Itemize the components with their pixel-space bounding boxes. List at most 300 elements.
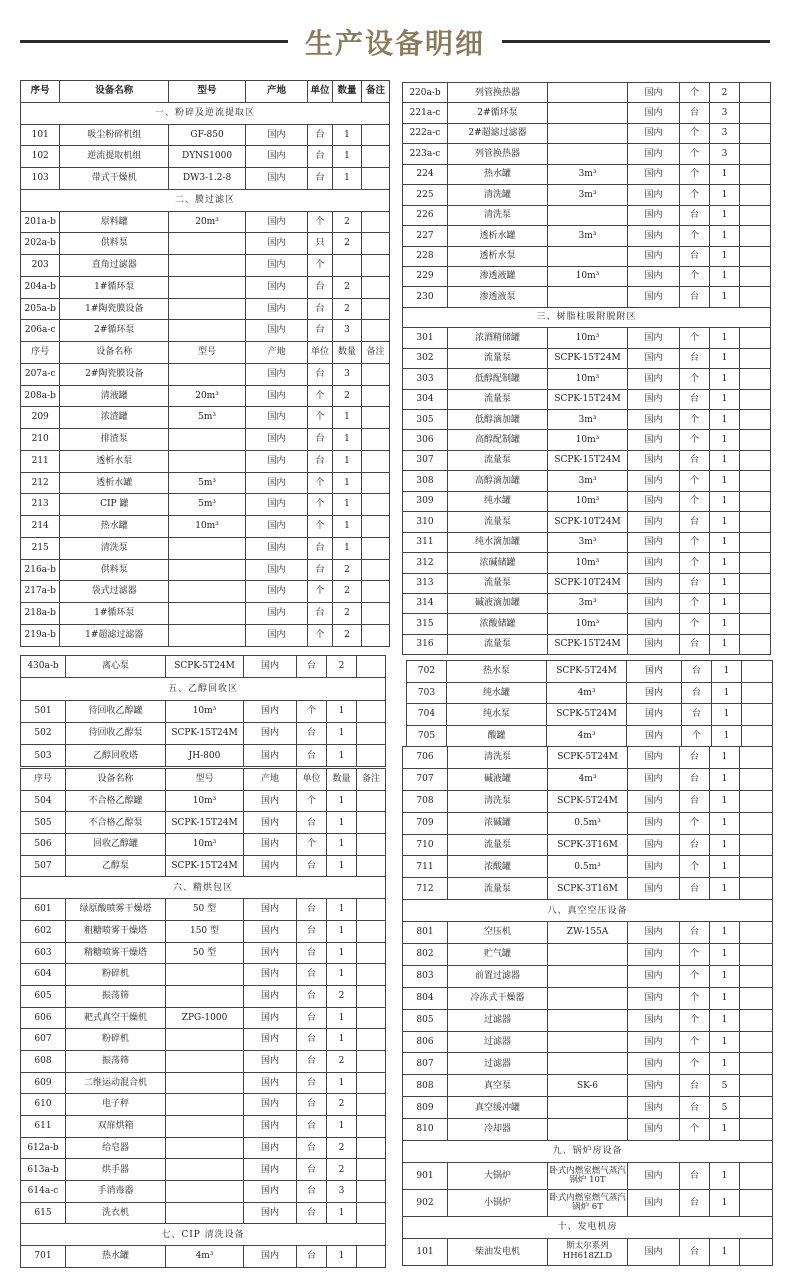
- origin-cell: 国内: [245, 298, 307, 320]
- table-row: [403, 1189, 773, 1216]
- remark-cell: [361, 146, 389, 168]
- unit-cell: 个: [680, 1009, 710, 1031]
- remark-cell: [740, 1162, 773, 1189]
- qty-cell: 1: [332, 494, 361, 516]
- remark-cell: [361, 581, 389, 603]
- name-cell: 清液罐: [60, 385, 169, 407]
- origin-cell: 国内: [628, 123, 680, 143]
- origin-cell: 国内: [628, 512, 680, 532]
- table-row: [403, 205, 771, 225]
- remark-cell: 备注: [357, 769, 386, 791]
- unit-cell: 台: [680, 878, 710, 900]
- qty-cell: 1: [710, 593, 740, 613]
- qty-cell: 1: [710, 430, 740, 450]
- seq-cell: 707: [403, 768, 448, 790]
- qty-cell: 1: [327, 1029, 357, 1051]
- name-cell: 回收乙醇罐: [66, 834, 166, 856]
- name-cell: 过滤器: [448, 1031, 548, 1053]
- unit-cell: 台: [308, 320, 333, 342]
- remark-cell: [361, 603, 389, 625]
- model-cell: 10m³: [548, 491, 628, 511]
- origin-cell: 国内: [244, 1050, 297, 1072]
- remark-cell: [357, 942, 386, 964]
- origin-cell: 国内: [628, 878, 680, 900]
- qty-cell: 1: [710, 532, 740, 552]
- remark-cell: [357, 1181, 386, 1203]
- name-cell: 不合格乙醇罐: [66, 790, 166, 812]
- origin-cell: 国内: [628, 1162, 680, 1189]
- unit-cell: 台: [297, 855, 327, 877]
- remark-cell: [740, 1119, 773, 1141]
- table-row: [21, 429, 390, 451]
- qty-cell: 1: [710, 287, 740, 307]
- name-cell: 前置过滤器: [448, 965, 548, 987]
- qty-cell: 1: [712, 661, 742, 683]
- model-cell: SCPK-15T24M: [548, 450, 628, 470]
- table-row: [21, 146, 390, 168]
- origin-cell: 国内: [245, 429, 307, 451]
- remark-cell: [361, 385, 389, 407]
- model-cell: [548, 1031, 628, 1053]
- name-cell: 透析水泵: [448, 246, 548, 266]
- name-cell: 列管换热器: [448, 144, 548, 164]
- origin-cell: 国内: [244, 1202, 297, 1224]
- model-cell: [548, 965, 628, 987]
- seq-cell: 221a-c: [403, 103, 448, 123]
- table-row: [403, 491, 771, 511]
- origin-cell: 国内: [244, 1137, 297, 1159]
- remark-cell: [361, 320, 389, 342]
- table-row: [21, 407, 390, 429]
- remark-cell: [740, 348, 771, 368]
- origin-cell: 国内: [627, 682, 682, 704]
- name-cell: 透析水罐: [448, 226, 548, 246]
- seq-cell: 706: [403, 747, 448, 769]
- qty-cell: 1: [332, 450, 361, 472]
- origin-cell: 国内: [628, 768, 680, 790]
- name-cell: 待回收乙醇罐: [66, 700, 166, 722]
- origin-cell: 国内: [244, 855, 297, 877]
- qty-cell: 2: [327, 1137, 357, 1159]
- origin-cell: 国内: [244, 790, 297, 812]
- unit-cell: 单位: [297, 769, 327, 791]
- seq-cell: 303: [403, 369, 448, 389]
- model-cell: ZW-155A: [548, 922, 628, 944]
- remark-cell: [740, 369, 771, 389]
- origin-cell: 国内: [244, 812, 297, 834]
- origin-cell: 国内: [627, 661, 682, 683]
- model-cell: 10m³: [166, 834, 244, 856]
- qty-cell: 1: [327, 964, 357, 986]
- seq-cell: 604: [21, 964, 66, 986]
- origin-cell: 国内: [245, 494, 307, 516]
- origin-cell: 国内: [628, 922, 680, 944]
- seq-cell: 229: [403, 266, 448, 286]
- remark-cell: [740, 573, 771, 593]
- qty-cell: 1: [712, 682, 742, 704]
- seq-cell: 216a-b: [21, 559, 60, 581]
- model-cell: 10m³: [166, 790, 244, 812]
- name-cell: 纯水滴加罐: [448, 532, 548, 552]
- seq-cell: 205a-b: [21, 298, 60, 320]
- origin-cell: 国内: [628, 987, 680, 1009]
- model-cell: 10m³: [548, 266, 628, 286]
- equipment-table-right-1: [402, 82, 771, 655]
- seq-cell: 709: [403, 812, 448, 834]
- model-cell: SCPK-5T24M: [547, 704, 627, 726]
- qty-cell: 1: [332, 124, 361, 146]
- model-cell: 3m³: [548, 226, 628, 246]
- seq-cell: 314: [403, 593, 448, 613]
- table-row: [21, 700, 386, 722]
- model-cell: [166, 1137, 244, 1159]
- table-row: [21, 1116, 386, 1138]
- qty-cell: 1: [710, 834, 740, 856]
- qty-cell: 1: [710, 410, 740, 430]
- name-cell: 流量泵: [448, 634, 548, 654]
- seq-cell: 序号: [21, 342, 60, 364]
- qty-cell: 1: [332, 472, 361, 494]
- unit-cell: 台: [308, 363, 333, 385]
- qty-cell: 2: [710, 83, 740, 103]
- origin-cell: 国内: [628, 348, 680, 368]
- name-cell: 热水罐: [66, 1246, 166, 1268]
- qty-cell: 1: [710, 1031, 740, 1053]
- page-title-text: 生产设备明细: [299, 27, 491, 60]
- seq-cell: 610: [21, 1094, 66, 1116]
- unit-cell: 个: [680, 812, 710, 834]
- qty-cell: 1: [710, 747, 740, 769]
- table-row: [21, 320, 390, 342]
- remark-cell: [361, 472, 389, 494]
- name-cell: 供料泵: [60, 233, 169, 255]
- model-cell: 0.5m³: [548, 856, 628, 878]
- qty-cell: 1: [327, 920, 357, 942]
- qty-cell: 1: [710, 266, 740, 286]
- origin-cell: 国内: [628, 164, 680, 184]
- remark-cell: [361, 255, 389, 277]
- unit-cell: 台: [680, 634, 710, 654]
- name-cell: 1#循环泵: [60, 276, 169, 298]
- origin-cell: 国内: [244, 700, 297, 722]
- name-cell: 流量泵: [448, 834, 548, 856]
- remark-cell: [357, 1202, 386, 1224]
- unit-cell: 台: [680, 834, 710, 856]
- origin-cell: 国内: [628, 1009, 680, 1031]
- unit-cell: 台: [308, 124, 333, 146]
- remark-cell: [740, 430, 771, 450]
- seq-cell: 611: [21, 1116, 66, 1138]
- qty-cell: 1: [327, 1202, 357, 1224]
- table-row: [403, 389, 771, 409]
- seq-cell: 225: [403, 185, 448, 205]
- model-cell: [169, 450, 246, 472]
- origin-cell: 国内: [628, 965, 680, 987]
- name-cell: 设备名称: [60, 81, 169, 103]
- remark-cell: [742, 725, 773, 747]
- table-row: [403, 83, 771, 103]
- seq-cell: 802: [403, 944, 448, 966]
- seq-cell: 201a-b: [21, 211, 60, 233]
- model-cell: [169, 298, 246, 320]
- section-row: [403, 900, 773, 922]
- unit-cell: 台: [680, 389, 710, 409]
- name-cell: 1#陶瓷膜设备: [60, 298, 169, 320]
- model-cell: 10m³: [548, 553, 628, 573]
- remark-cell: [740, 812, 773, 834]
- table-row: [21, 494, 390, 516]
- table-row: [403, 944, 773, 966]
- qty-cell: 1: [327, 700, 357, 722]
- unit-cell: 个: [308, 516, 333, 538]
- qty-cell: 1: [332, 168, 361, 190]
- unit-cell: 台: [680, 747, 710, 769]
- origin-cell: 国内: [244, 942, 297, 964]
- table-row: [403, 573, 771, 593]
- name-cell: 真空泵: [448, 1075, 548, 1097]
- page-header: [0, 22, 790, 62]
- remark-cell: [740, 410, 771, 430]
- qty-cell: 1: [327, 812, 357, 834]
- table-row: [21, 385, 390, 407]
- seq-cell: 308: [403, 471, 448, 491]
- model-cell: SCPK-15T24M: [166, 855, 244, 877]
- qty-cell: 1: [710, 812, 740, 834]
- name-cell: 纯水罐: [447, 682, 547, 704]
- origin-cell: 国内: [244, 745, 297, 767]
- qty-cell: 1: [710, 614, 740, 634]
- unit-cell: 单位: [308, 342, 333, 364]
- origin-cell: 国内: [628, 614, 680, 634]
- name-cell: 电子秤: [66, 1094, 166, 1116]
- qty-cell: 1: [710, 450, 740, 470]
- origin-cell: 国内: [628, 328, 680, 348]
- unit-cell: 个: [680, 226, 710, 246]
- unit-cell: 台: [297, 942, 327, 964]
- unit-cell: 台: [680, 1097, 710, 1119]
- unit-cell: 台: [297, 1202, 327, 1224]
- model-cell: [169, 559, 246, 581]
- seq-cell: 227: [403, 226, 448, 246]
- unit-cell: 个: [680, 266, 710, 286]
- model-cell: [169, 537, 246, 559]
- seq-cell: 705: [407, 725, 447, 747]
- model-cell: [548, 1009, 628, 1031]
- seq-cell: 613a-b: [21, 1159, 66, 1181]
- model-cell: 4m³: [166, 1246, 244, 1268]
- model-cell: [166, 985, 244, 1007]
- model-cell: [548, 1119, 628, 1141]
- remark-cell: [361, 211, 389, 233]
- seq-cell: 601: [21, 899, 66, 921]
- remark-cell: [740, 123, 771, 143]
- model-cell: [548, 83, 628, 103]
- model-cell: 5m³: [169, 472, 246, 494]
- seq-cell: 806: [403, 1031, 448, 1053]
- origin-cell: 国内: [628, 1097, 680, 1119]
- qty-cell: 1: [327, 722, 357, 744]
- name-cell: 2#循环泵: [60, 320, 169, 342]
- model-cell: [169, 233, 246, 255]
- remark-cell: [740, 287, 771, 307]
- table-row: [21, 168, 390, 190]
- qty-cell: 1: [710, 768, 740, 790]
- model-cell: [166, 1094, 244, 1116]
- table-row: [403, 471, 771, 491]
- name-cell: 过滤器: [448, 1053, 548, 1075]
- origin-cell: 国内: [245, 276, 307, 298]
- model-cell: [166, 1072, 244, 1094]
- name-cell: 热水泵: [447, 661, 547, 683]
- unit-cell: 台: [297, 964, 327, 986]
- unit-cell: 台: [680, 1238, 710, 1265]
- seq-cell: 224: [403, 164, 448, 184]
- qty-cell: 1: [710, 1238, 740, 1265]
- seq-cell: 808: [403, 1075, 448, 1097]
- unit-cell: 台: [680, 287, 710, 307]
- origin-cell: 国内: [628, 144, 680, 164]
- remark-cell: [740, 512, 771, 532]
- seq-cell: 222a-c: [403, 123, 448, 143]
- qty-cell: 1: [710, 164, 740, 184]
- origin-cell: 国内: [628, 103, 680, 123]
- model-cell: 5m³: [169, 407, 246, 429]
- qty-cell: 1: [327, 745, 357, 767]
- name-cell: 1#超滤过滤器: [60, 624, 169, 646]
- table-row: [21, 450, 390, 472]
- seq-cell: 306: [403, 430, 448, 450]
- name-cell: 浓酸储罐: [448, 614, 548, 634]
- unit-cell: 个: [680, 944, 710, 966]
- unit-cell: 台: [680, 573, 710, 593]
- origin-cell: 国内: [628, 790, 680, 812]
- table-row: [21, 211, 390, 233]
- table-row: [403, 450, 771, 470]
- origin-cell: 国内: [245, 407, 307, 429]
- seq-cell: 305: [403, 410, 448, 430]
- remark-cell: [740, 103, 771, 123]
- seq-cell: 204a-b: [21, 276, 60, 298]
- model-cell: 3m³: [548, 532, 628, 552]
- name-cell: 逆流提取机组: [60, 146, 169, 168]
- name-cell: 袋式过滤器: [60, 581, 169, 603]
- name-cell: 清洗泵: [448, 205, 548, 225]
- seq-cell: 序号: [21, 769, 66, 791]
- origin-cell: 国内: [628, 1075, 680, 1097]
- unit-cell: 台: [308, 298, 333, 320]
- unit-cell: 台: [680, 348, 710, 368]
- section-row: [21, 1224, 386, 1246]
- unit-cell: 个: [680, 1031, 710, 1053]
- origin-cell: 国内: [628, 389, 680, 409]
- model-cell: 50 型: [166, 942, 244, 964]
- origin-cell: 国内: [244, 656, 297, 678]
- origin-cell: 国内: [628, 1119, 680, 1141]
- qty-cell: 1: [710, 1119, 740, 1141]
- table-row: [21, 964, 386, 986]
- name-cell: 贮气罐: [448, 944, 548, 966]
- remark-cell: [357, 1094, 386, 1116]
- remark-cell: [740, 1189, 773, 1216]
- remark-cell: [740, 83, 771, 103]
- model-cell: 型号: [169, 342, 246, 364]
- qty-cell: 1: [710, 246, 740, 266]
- qty-cell: 1: [710, 965, 740, 987]
- model-cell: [166, 1159, 244, 1181]
- remark-cell: 备注: [361, 81, 389, 103]
- model-cell: SCPK-5T24M: [166, 656, 244, 678]
- seq-cell: 311: [403, 532, 448, 552]
- name-cell: 空压机: [448, 922, 548, 944]
- seq-cell: 804: [403, 987, 448, 1009]
- model-cell: [169, 320, 246, 342]
- unit-cell: 个: [308, 472, 333, 494]
- unit-cell: 台: [682, 661, 712, 683]
- seq-cell: 307: [403, 450, 448, 470]
- seq-cell: 902: [403, 1189, 448, 1216]
- unit-cell: 个: [680, 491, 710, 511]
- unit-cell: 台: [682, 704, 712, 726]
- origin-cell: 国内: [628, 450, 680, 470]
- name-cell: 流量泵: [448, 348, 548, 368]
- seq-cell: 608: [21, 1050, 66, 1072]
- qty-cell: 1: [710, 512, 740, 532]
- unit-cell: 个: [680, 1053, 710, 1075]
- name-cell: 粉碎机: [66, 1029, 166, 1051]
- remark-cell: [740, 185, 771, 205]
- name-cell: 设备名称: [60, 342, 169, 364]
- qty-cell: 1: [710, 856, 740, 878]
- origin-cell: 国内: [628, 185, 680, 205]
- origin-cell: 国内: [628, 1031, 680, 1053]
- table-row: [403, 878, 773, 900]
- origin-cell: 国内: [244, 985, 297, 1007]
- seq-cell: 211: [21, 450, 60, 472]
- table-row: [407, 682, 773, 704]
- table-row: [403, 144, 771, 164]
- section-row: [21, 877, 386, 899]
- qty-cell: 数量: [327, 769, 357, 791]
- table-row: [403, 1031, 773, 1053]
- origin-cell: 国内: [628, 205, 680, 225]
- unit-cell: 个: [680, 164, 710, 184]
- unit-cell: 台: [308, 276, 333, 298]
- qty-cell: 1: [327, 942, 357, 964]
- origin-cell: 国内: [244, 899, 297, 921]
- table-row: [21, 834, 386, 856]
- name-cell: 清洗罐: [448, 185, 548, 205]
- section-title: 十、发电机房: [403, 1216, 773, 1238]
- model-cell: 4m³: [547, 725, 627, 747]
- unit-cell: 台: [308, 537, 333, 559]
- model-cell: 10m³: [548, 430, 628, 450]
- table-row: [407, 704, 773, 726]
- seq-cell: 309: [403, 491, 448, 511]
- model-cell: 3m³: [548, 185, 628, 205]
- remark-cell: [357, 834, 386, 856]
- qty-cell: 1: [332, 429, 361, 451]
- qty-cell: 1: [710, 205, 740, 225]
- name-cell: 浓酸罐: [448, 856, 548, 878]
- remark-cell: [357, 1137, 386, 1159]
- qty-cell: 1: [710, 389, 740, 409]
- remark-cell: [740, 205, 771, 225]
- model-cell: SCPK-15T24M: [548, 634, 628, 654]
- unit-cell: 个: [680, 614, 710, 634]
- unit-cell: 个: [680, 410, 710, 430]
- origin-cell: 国内: [628, 1238, 680, 1265]
- name-cell: 流量泵: [448, 573, 548, 593]
